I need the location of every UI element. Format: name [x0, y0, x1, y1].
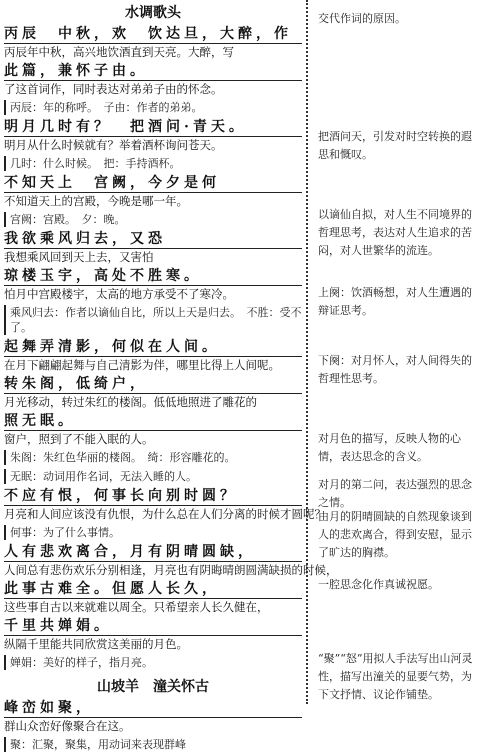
- annotation-note: 几时：什么时候。 把：手持酒杯。: [4, 156, 302, 171]
- verse-translation: 在月下翩翩起舞与自己清影为伴，哪里比得上人间呢。: [4, 356, 302, 373]
- verse-translation: 怕月中宫殿楼宇，太高的地方承受不了寒冷。: [4, 285, 302, 302]
- side-note: “聚”“怒”用拟人手法写出山河灵性，描写出潼关的显要气势，为下文抒情、议论作铺垫。: [318, 652, 473, 701]
- verse-translation: 了这首词作，同时表达对弟弟子由的怀念。: [4, 80, 302, 97]
- side-note: 一腔思念化作真诚祝愿。: [318, 578, 439, 591]
- verse-translation: 丙辰年中秋，高兴地饮酒直到天亮。大醉，写: [4, 43, 302, 60]
- verse-translation: 不知道天上的宫殿，今晚是哪一年。: [4, 192, 302, 209]
- side-note: 以谪仙自拟，对人生不同境界的哲理思考，表达对人生追求的苦闷，对人世繁华的流连。: [318, 208, 472, 257]
- annotation-note: 何事：为了什么事情。: [4, 525, 302, 540]
- verse-translation: 明月从什么时候就有？举着酒杯询问苍天。: [4, 136, 302, 153]
- side-note: 交代作词的原因。: [318, 12, 406, 25]
- poem-verse-line: 不知天上 宫阙，今夕是何: [4, 175, 220, 191]
- poem-verse-line: 不应有恨，何事长向别时圆？: [4, 488, 238, 504]
- verse-translation: 人间总有悲伤欢乐分别相逢，月亮也有阴晦晴朗圆满缺损的时候，: [4, 563, 338, 577]
- poem-verse-line: 琼楼玉宇，高处不胜寒。: [4, 268, 202, 284]
- annotation-note: 无眠：动词用作名词，无法入睡的人。: [4, 469, 302, 484]
- poem-verse-line: 转朱阁，低绮户，: [4, 376, 148, 392]
- verse-translation: 月亮和人间应该没有仇恨，为什么总在人们分离的时候才圆呢？: [4, 507, 326, 521]
- annotation-note: 宫阙：宫殿。 夕：晚。: [4, 212, 302, 227]
- annotation-note: 朱阁：朱红色华丽的楼阁。 绮：形容雕花的。: [4, 450, 302, 465]
- side-note: 对月色的描写，反映人物的心情，表达思念的含义。: [318, 432, 461, 463]
- poem-verse-line: 丙辰 中秋，欢 饮达旦，大醉，作: [4, 26, 292, 42]
- verse-translation: 这些事自古以来就难以周全。只希望亲人长久健在，: [4, 598, 302, 615]
- poem-verse-line: 人有悲欢离合，月有阴晴圆缺，: [4, 544, 256, 560]
- poem-verse-line: 我欲乘风归去，又恐: [4, 231, 166, 247]
- annotation-note: 乘风归去：作者以谪仙自比，所以上天是归去。 不胜：受不了。: [4, 305, 302, 335]
- poem-verse-line: 明月几时有？ 把酒问·青天。: [4, 119, 247, 135]
- poem2-title: 山坡羊 潼关怀古: [97, 679, 209, 695]
- column-divider: [306, 0, 308, 704]
- side-note: 上阕：饮酒畅想，对人生遭遇的辩证思考。: [318, 286, 472, 317]
- poem2-translation: 群山众峦好像聚合在这。: [4, 717, 302, 734]
- poem-verse-line: 照无眠。: [4, 413, 76, 429]
- main-column: [4, 0, 338, 751]
- verse-translation: 月光移动，转过朱红的楼阁。低低地照进了雕花的: [4, 393, 302, 410]
- annotation-note: 丙辰：年的称呼。 子由：作者的弟弟。: [4, 100, 302, 115]
- verse-translation: 纵隔千里能共同欣赏这美丽的月色。: [4, 635, 302, 652]
- poem1-body: [4, 26, 338, 670]
- poem2-verse: 峰峦如聚，: [4, 700, 94, 716]
- verse-translation: 我想乘风回到天上去，又害怕: [4, 248, 302, 265]
- verse-translation: 窗户，照到了不能入眠的人。: [4, 430, 302, 447]
- side-note: 下阕：对月怀人，对人间得失的哲理性思考。: [318, 354, 472, 385]
- side-note: 由月的阴晴圆缺的自然现象谈到人的悲欢离合，得到安慰，显示了旷达的胸襟。: [318, 510, 472, 559]
- poem-verse-line: 起舞弄清影，何似在人间。: [4, 339, 220, 355]
- poem-verse-line: 此事古难全。但愿人长久，: [4, 581, 220, 597]
- annotation-note: 婵娟：美好的样子，指月亮。: [4, 655, 302, 670]
- poem1-title: 水调歌头: [125, 5, 181, 21]
- side-notes-column: [318, 0, 476, 704]
- poem2-note: 聚：汇聚，聚集，用动词来表现群峰: [4, 737, 302, 752]
- side-note: 把酒问天，引发对时空转换的遐思和慨叹。: [318, 130, 472, 161]
- poem-verse-line: 千里共婵娟。: [4, 618, 112, 634]
- poem-verse-line: 此篇，兼怀子由。: [4, 63, 148, 79]
- side-note: 对月的第二问，表达强烈的思念之情。: [318, 478, 472, 509]
